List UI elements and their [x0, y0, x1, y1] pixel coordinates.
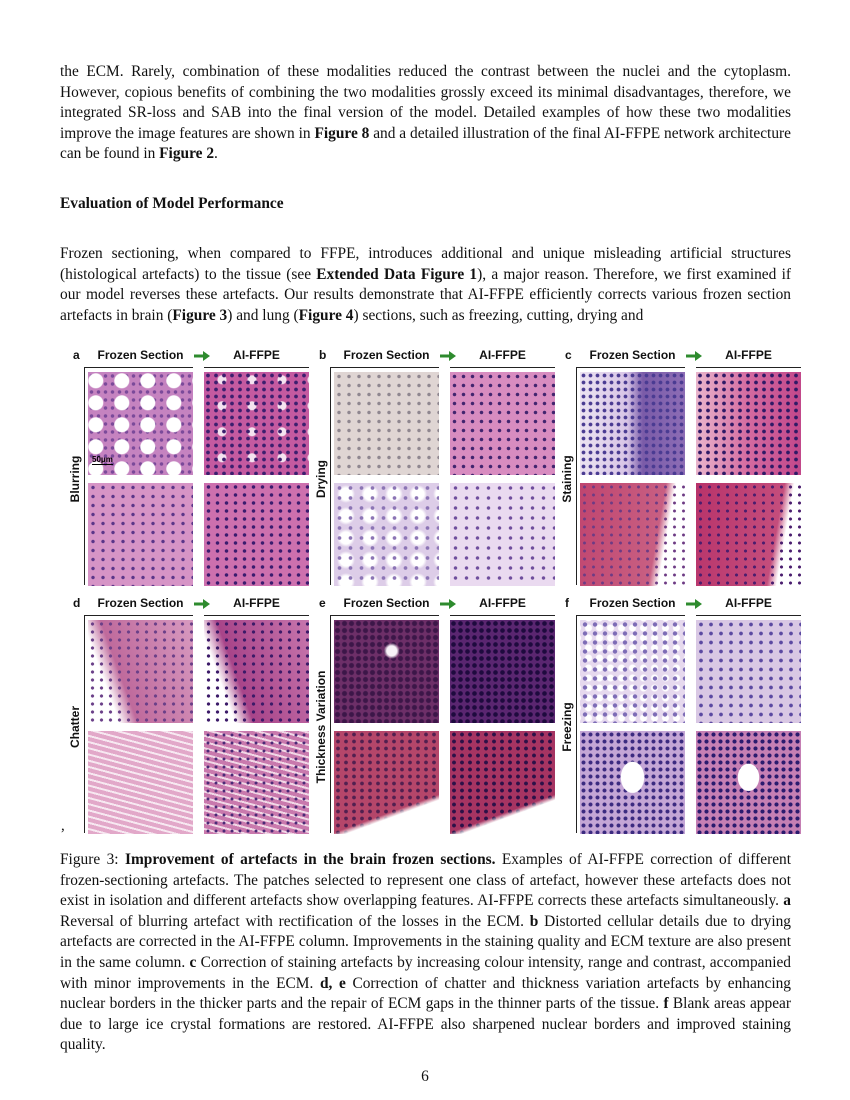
figure-ref: Figure 3: [172, 306, 228, 324]
text: ) and lung (: [227, 306, 299, 324]
header-frozen-section: Frozen Section: [343, 596, 430, 610]
divider: [84, 615, 85, 833]
figure-ref: Figure 8: [314, 124, 370, 142]
text: Correction of staining artefacts by increasing colour intensity, range and contrast, accompanied with minor improvements in the ECM.: [60, 953, 791, 992]
figure-ref: Extended Data Figure 1: [316, 265, 478, 283]
ai-ffpe-image: [204, 372, 309, 475]
panel-ref: b: [529, 912, 539, 930]
header-ai-ffpe: AI-FFPE: [479, 348, 526, 362]
figure-caption: [60, 850, 791, 1056]
divider: [576, 615, 577, 833]
panel-letter: b: [319, 348, 327, 362]
frozen-section-image: [334, 620, 439, 723]
divider: [576, 367, 577, 585]
frozen-section-image: [88, 620, 193, 723]
figure-panel-b: [316, 348, 556, 593]
text: Blank areas appear due to large ice crystal formations are restored. AI-FFPE also sharpened nuclear borders and improved staining quality.: [60, 995, 791, 1054]
panel-ref: f: [663, 995, 669, 1013]
divider: [450, 367, 555, 368]
ai-ffpe-image: [450, 731, 555, 834]
frozen-section-image: [334, 372, 439, 475]
frozen-section-image: [88, 372, 193, 475]
header-ai-ffpe: AI-FFPE: [725, 348, 772, 362]
text: Distorted cellular details due to drying artefacts are corrected in the AI-FFPE column. Improvements in the staining quality and ECM texture are also present in the same column.: [60, 912, 792, 971]
ai-ffpe-image: [204, 483, 309, 586]
section-heading: Evaluation of Model Performance: [60, 195, 284, 212]
frozen-section-image: [88, 731, 193, 834]
header-frozen-section: Frozen Section: [97, 348, 184, 362]
caption-label: Figure 3:: [60, 851, 125, 868]
panel-ref: d, e: [319, 974, 346, 992]
scale-bar: 50μm: [92, 455, 113, 464]
header-ai-ffpe: AI-FFPE: [479, 596, 526, 610]
header-frozen-section: Frozen Section: [97, 596, 184, 610]
panel-ref: a: [783, 892, 791, 910]
divider: [330, 615, 331, 833]
figure-panel-f: [562, 596, 802, 841]
stray-comma: ,: [61, 818, 65, 834]
ai-ffpe-image: [696, 731, 801, 834]
ai-ffpe-image: [450, 483, 555, 586]
ai-ffpe-image: [696, 372, 801, 475]
divider: [330, 615, 439, 616]
row-label: Freezing: [560, 702, 574, 752]
figure-ref: Figure 2: [159, 145, 215, 163]
text: Examples of AI-FFPE correction of different frozen-sectioning artefacts. The patches selected to represent one class of artefact, however these artefacts does not exist in isolation and different artefacts show overlapping features. AI-FFPE corrects these artefacts simultaneously.: [60, 851, 791, 910]
row-label: Chatter: [68, 706, 82, 749]
divider: [330, 367, 439, 368]
divider: [696, 615, 801, 616]
text: ) sections, such as freezing, cutting, drying and: [353, 306, 644, 324]
divider: [696, 367, 801, 368]
ai-ffpe-image: [450, 620, 555, 723]
divider: [204, 367, 309, 368]
text: Correction of chatter and thickness variation artefacts by enhancing nuclear borders in the thicker parts and the repair of ECM gaps in the thinner parts of the tissue.: [60, 974, 791, 1013]
row-label: Drying: [314, 460, 328, 499]
figure-panel-d: [70, 596, 310, 841]
frozen-section-image: [88, 483, 193, 586]
ai-ffpe-image: [696, 620, 801, 723]
ai-ffpe-image: [204, 620, 309, 723]
text: ), a major reason. Therefore, we first examined if our model reverses these artefacts. Our results demonstrate that AI-FFPE efficiently corrects various frozen section artefacts in brain (: [60, 265, 791, 324]
panel-ref: c: [189, 953, 197, 971]
header-frozen-section: Frozen Section: [589, 596, 676, 610]
frozen-section-image: [580, 483, 685, 586]
header-ai-ffpe: AI-FFPE: [725, 596, 772, 610]
frozen-section-image: [334, 483, 439, 586]
text: the ECM. Rarely, combination of these modalities reduced the contrast between the nuclei and the cytoplasm. However, copious benefits of combining the two modalities grossly exceed its minimal disadvantages, therefore, we integrated SR-loss and SAB into the final version of the model. Detailed examples of how these two modalities improve the image features are shown in: [60, 63, 791, 142]
divider: [84, 367, 193, 368]
text: Frozen sectioning, when compared to FFPE, introduces additional and unique misleading artificial structures (histological artefacts) to the tissue (see: [60, 245, 791, 283]
ai-ffpe-image: [204, 731, 309, 834]
caption-title: Improvement of artefacts in the brain frozen sections.: [125, 851, 496, 868]
ai-ffpe-image: [450, 372, 555, 475]
figure-panel-e: [316, 596, 556, 841]
intro-paragraph: [60, 62, 791, 165]
row-label: Thickness Variation: [314, 670, 328, 784]
panel-letter: d: [73, 596, 81, 610]
frozen-section-image: [580, 620, 685, 723]
frozen-section-image: [334, 731, 439, 834]
row-label: Blurring: [68, 455, 82, 503]
figure-panel-a: [70, 348, 310, 593]
divider: [330, 367, 331, 585]
ai-ffpe-image: [696, 483, 801, 586]
divider: [576, 367, 685, 368]
text: Reversal of blurring artefact with rectification of the losses in the ECM.: [60, 912, 530, 930]
text: and a detailed illustration of the final AI-FFPE network architecture can be found in: [60, 124, 791, 163]
row-label: Staining: [560, 455, 574, 503]
divider: [84, 615, 193, 616]
header-ai-ffpe: AI-FFPE: [233, 348, 280, 362]
panel-letter: e: [319, 596, 326, 610]
header-ai-ffpe: AI-FFPE: [233, 596, 280, 610]
page-number: 6: [421, 1068, 429, 1085]
text: .: [214, 145, 218, 163]
header-frozen-section: Frozen Section: [343, 348, 430, 362]
panel-letter: c: [565, 348, 572, 362]
panel-letter: a: [73, 348, 80, 362]
eval-paragraph: [60, 244, 791, 326]
frozen-section-image: [580, 372, 685, 475]
panel-letter: f: [565, 596, 569, 610]
frozen-section-image: [580, 731, 685, 834]
divider: [576, 615, 685, 616]
figure-ref: Figure 4: [298, 306, 354, 324]
figure-panel-c: [562, 348, 802, 593]
header-frozen-section: Frozen Section: [589, 348, 676, 362]
divider: [204, 615, 309, 616]
divider: [84, 367, 85, 585]
divider: [450, 615, 555, 616]
